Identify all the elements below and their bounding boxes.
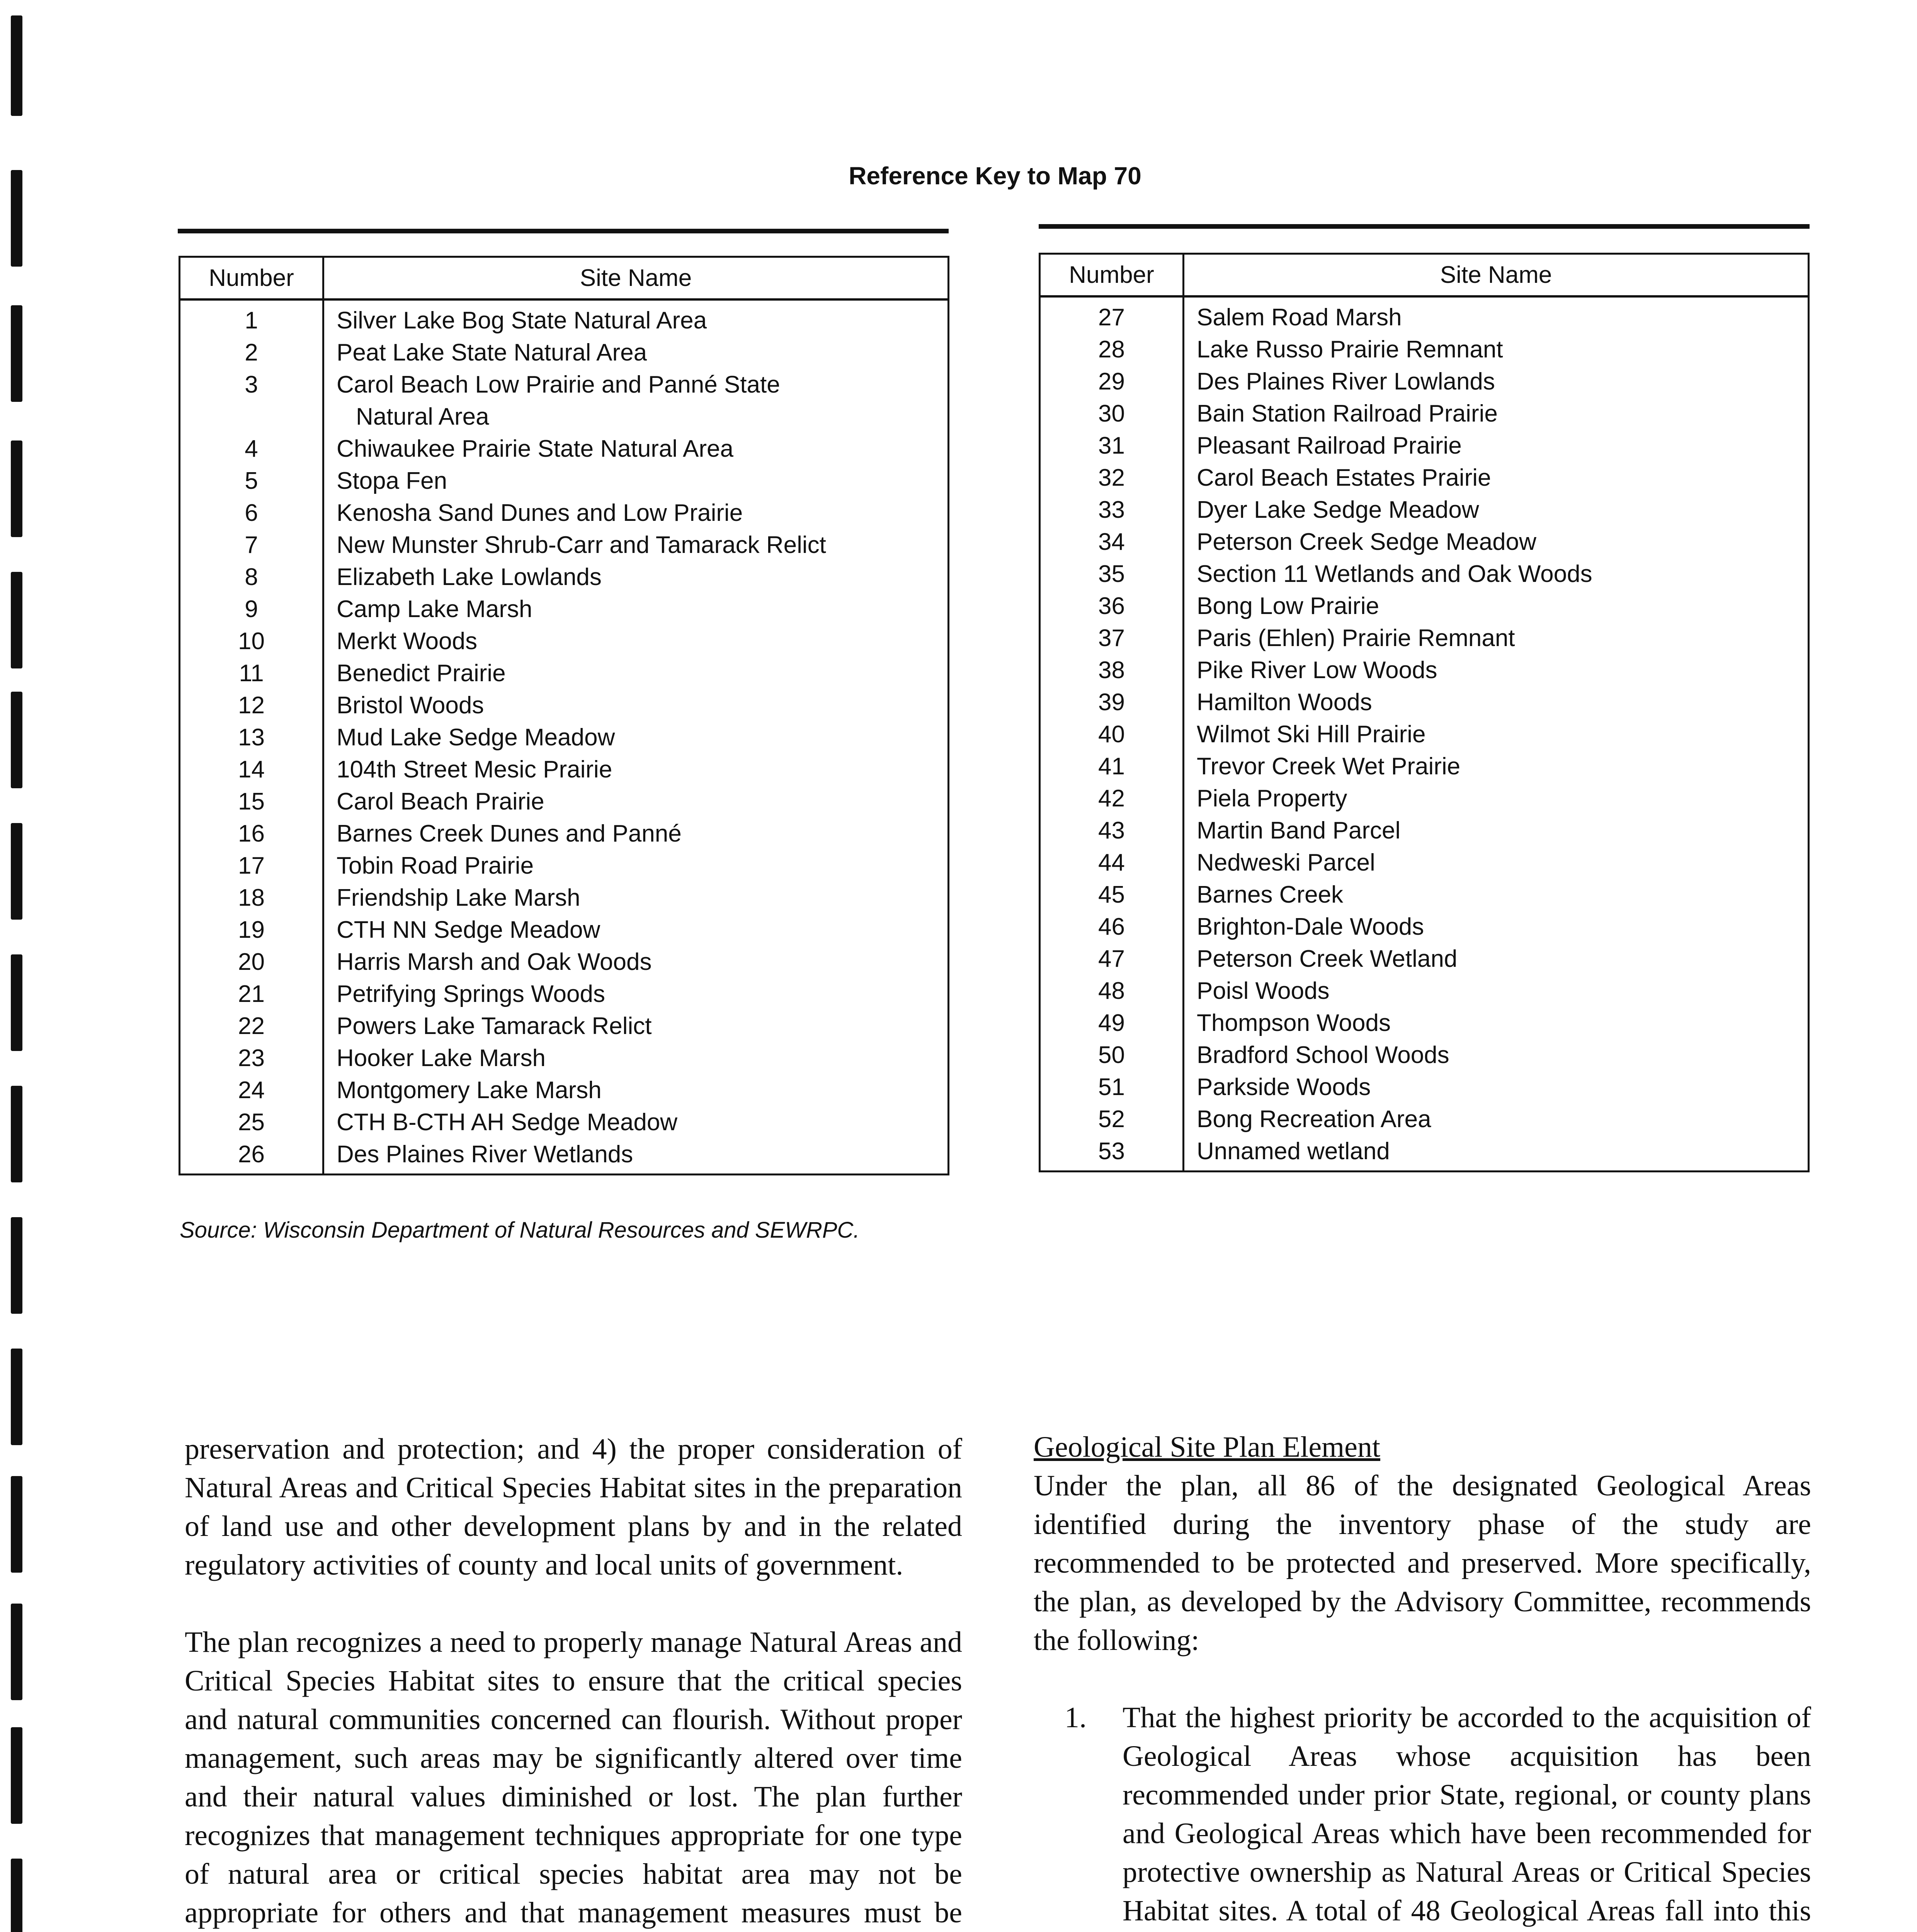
site-name-text: Thompson Woods [1197, 1010, 1391, 1036]
site-name-text: Kenosha Sand Dunes and Low Prairie [337, 500, 743, 526]
column-header-site-name: Site Name [323, 257, 949, 300]
site-number: 49 [1040, 1007, 1184, 1039]
column-header-number: Number [180, 257, 323, 300]
left-text-column [185, 1430, 962, 1932]
table-row [1040, 654, 1809, 686]
site-number: 29 [1040, 366, 1184, 398]
binder-mark [11, 440, 22, 537]
site-name-continuation: Natural Area [356, 403, 489, 430]
site-name [1184, 1071, 1809, 1103]
table-row [1040, 718, 1809, 750]
site-name-text: Barnes Creek [1197, 881, 1344, 908]
site-name [1184, 430, 1809, 462]
right-text-column [1034, 1428, 1811, 1932]
site-name-text: Poisl Woods [1197, 978, 1330, 1004]
site-name [1184, 815, 1809, 847]
site-name-text: Trevor Creek Wet Prairie [1197, 753, 1461, 780]
site-name-text: Friendship Lake Marsh [337, 884, 580, 911]
site-name [323, 433, 949, 465]
site-number: 24 [180, 1074, 323, 1106]
site-name-text: New Munster Shrub-Carr and Tamarack Relict [337, 532, 826, 558]
site-name-text: Elizabeth Lake Lowlands [337, 564, 602, 590]
site-name [1184, 686, 1809, 718]
site-name [323, 721, 949, 753]
site-number: 13 [180, 721, 323, 753]
site-name [323, 818, 949, 850]
site-name [1184, 590, 1809, 622]
paragraph: preservation and protection; and 4) the proper consideration of Natural Areas and Critical Species Habitat sites in the preparation of land use and other development plans by and in the related regulatory activities of county and local units of government. [185, 1433, 962, 1581]
site-name [1184, 1135, 1809, 1172]
site-name [323, 946, 949, 978]
site-name [1184, 558, 1809, 590]
site-number: 31 [1040, 430, 1184, 462]
site-name-text: Des Plaines River Wetlands [337, 1141, 633, 1168]
table-row [180, 529, 949, 561]
site-number: 37 [1040, 622, 1184, 654]
site-number: 23 [180, 1042, 323, 1074]
site-name-text: Pike River Low Woods [1197, 657, 1437, 684]
site-name-text: Peat Lake State Natural Area [337, 339, 647, 366]
site-number: 9 [180, 593, 323, 625]
site-name [1184, 366, 1809, 398]
site-number: 44 [1040, 847, 1184, 879]
site-number: 43 [1040, 815, 1184, 847]
site-name [323, 882, 949, 914]
site-name [1184, 333, 1809, 366]
site-name-text: Section 11 Wetlands and Oak Woods [1197, 561, 1592, 587]
site-name-text: CTH NN Sedge Meadow [337, 917, 600, 943]
site-number: 19 [180, 914, 323, 946]
binder-mark [11, 1086, 22, 1182]
site-name [1184, 1039, 1809, 1071]
site-name-text: Bong Recreation Area [1197, 1106, 1431, 1133]
site-name-text: Chiwaukee Prairie State Natural Area [337, 435, 733, 462]
table-row [1040, 686, 1809, 718]
site-table-right [1039, 253, 1810, 1172]
site-name [323, 1010, 949, 1042]
site-name [1184, 462, 1809, 494]
site-name-text: Hamilton Woods [1197, 689, 1372, 716]
site-number: 42 [1040, 782, 1184, 815]
column-header-site-name: Site Name [1184, 254, 1809, 297]
title-rule-left [178, 229, 949, 233]
site-name [323, 850, 949, 882]
site-name-text: Wilmot Ski Hill Prairie [1197, 721, 1426, 748]
table-row [180, 1042, 949, 1074]
binder-mark [11, 1217, 22, 1314]
table-row [180, 689, 949, 721]
site-number: 1 [180, 299, 323, 337]
binder-mark [11, 305, 22, 402]
table-row [1040, 430, 1809, 462]
site-name-text: Petrifying Springs Woods [337, 981, 605, 1007]
site-number: 35 [1040, 558, 1184, 590]
table-row [1040, 911, 1809, 943]
site-name-text: Camp Lake Marsh [337, 596, 532, 622]
site-name [323, 914, 949, 946]
site-name [323, 753, 949, 786]
site-name [1184, 1007, 1809, 1039]
site-name [323, 689, 949, 721]
site-name-text: Montgomery Lake Marsh [337, 1077, 602, 1104]
list-item-marker: 1. [1065, 1701, 1087, 1734]
site-number: 41 [1040, 750, 1184, 782]
table-row [180, 818, 949, 850]
table-row [1040, 558, 1809, 590]
site-number: 51 [1040, 1071, 1184, 1103]
site-name-text: Merkt Woods [337, 628, 478, 655]
site-number: 32 [1040, 462, 1184, 494]
site-number: 26 [180, 1138, 323, 1175]
binder-mark [11, 692, 22, 788]
site-number: 3 [180, 369, 323, 433]
site-name [323, 337, 949, 369]
site-name [1184, 879, 1809, 911]
site-number: 36 [1040, 590, 1184, 622]
site-name [323, 465, 949, 497]
paragraph: The plan recognizes a need to properly manage Natural Areas and Critical Species Habitat sites to ensure that the critical species and natural communities concerned can flourish. Without proper management, such areas may be significantly altered over time and their natural values diminished or lost. The plan further recognizes that management techniques appropriate for one type of natural area or critical species habitat area may not be appropriate for others and that management measures must be [185, 1626, 962, 1929]
binder-mark [11, 954, 22, 1051]
site-name [1184, 718, 1809, 750]
site-name-text: Unnamed wetland [1197, 1138, 1390, 1165]
site-name-text: Dyer Lake Sedge Meadow [1197, 497, 1479, 523]
binder-mark [11, 15, 22, 116]
table-row [180, 337, 949, 369]
site-number: 22 [180, 1010, 323, 1042]
table-row [1040, 879, 1809, 911]
site-number: 30 [1040, 398, 1184, 430]
site-number: 39 [1040, 686, 1184, 718]
site-number: 20 [180, 946, 323, 978]
table-row [1040, 943, 1809, 975]
site-name-text: Harris Marsh and Oak Woods [337, 949, 652, 975]
table-row [180, 914, 949, 946]
binder-mark [11, 572, 22, 668]
site-number: 6 [180, 497, 323, 529]
table-row [1040, 975, 1809, 1007]
table-row [1040, 590, 1809, 622]
table-row [1040, 296, 1809, 333]
site-number: 47 [1040, 943, 1184, 975]
site-name [1184, 494, 1809, 526]
table-row [1040, 333, 1809, 366]
site-name-text: Peterson Creek Sedge Meadow [1197, 529, 1536, 555]
site-name-text: Salem Road Marsh [1197, 304, 1402, 331]
list-item-text: That the highest priority be accorded to the acquisition of Geological Areas whose acquisition has been recommended under prior State, regional, or county plans and Geological Areas which have been recommended for protective ownership as Natural Areas or Critical Species Habitat sites. A total of 48 Geological Areas fall into this [1123, 1701, 1811, 1927]
site-name-text: Pleasant Railroad Prairie [1197, 432, 1462, 459]
site-name-text: Bong Low Prairie [1197, 593, 1379, 619]
site-number: 15 [180, 786, 323, 818]
site-name [323, 561, 949, 593]
site-number: 46 [1040, 911, 1184, 943]
site-name-text: Carol Beach Prairie [337, 788, 544, 815]
table-row [1040, 750, 1809, 782]
table-source-note: Source: Wisconsin Department of Natural Resources and SEWRPC. [180, 1218, 860, 1243]
site-number: 2 [180, 337, 323, 369]
table-row [180, 882, 949, 914]
site-name-text: Paris (Ehlen) Prairie Remnant [1197, 625, 1515, 651]
site-number: 16 [180, 818, 323, 850]
site-name [323, 593, 949, 625]
site-name [323, 657, 949, 689]
site-name [323, 497, 949, 529]
site-name [1184, 975, 1809, 1007]
table-row [1040, 1007, 1809, 1039]
table-row [1040, 398, 1809, 430]
site-name-text: Des Plaines River Lowlands [1197, 368, 1495, 395]
table-row [180, 753, 949, 786]
site-number: 21 [180, 978, 323, 1010]
site-name-text: Mud Lake Sedge Meadow [337, 724, 615, 751]
site-name [323, 1106, 949, 1138]
table-row [180, 1074, 949, 1106]
site-name-text: Powers Lake Tamarack Relict [337, 1013, 652, 1039]
table-row [1040, 1039, 1809, 1071]
table-row [180, 625, 949, 657]
table-row [180, 1138, 949, 1175]
table-row [1040, 815, 1809, 847]
site-name-text: Benedict Prairie [337, 660, 506, 687]
site-name [1184, 750, 1809, 782]
site-number: 48 [1040, 975, 1184, 1007]
site-name-text: Tobin Road Prairie [337, 852, 534, 879]
site-number: 18 [180, 882, 323, 914]
site-name [1184, 622, 1809, 654]
site-name-text: Piela Property [1197, 785, 1347, 812]
site-name [323, 299, 949, 337]
site-name-text: Carol Beach Estates Prairie [1197, 464, 1491, 491]
site-name [1184, 654, 1809, 686]
site-number: 14 [180, 753, 323, 786]
site-name-text: Bain Station Railroad Prairie [1197, 400, 1498, 427]
title-rule-right [1039, 224, 1810, 229]
table-row [180, 946, 949, 978]
site-name [323, 1074, 949, 1106]
site-number: 25 [180, 1106, 323, 1138]
site-number: 52 [1040, 1103, 1184, 1135]
table-row [1040, 462, 1809, 494]
site-number: 7 [180, 529, 323, 561]
table-row [180, 1106, 949, 1138]
site-name-text: Hooker Lake Marsh [337, 1045, 546, 1071]
table-row [180, 786, 949, 818]
site-number: 4 [180, 433, 323, 465]
table-row [180, 978, 949, 1010]
table-row [1040, 782, 1809, 815]
site-name-text: Brighton-Dale Woods [1197, 913, 1424, 940]
binder-mark [11, 1604, 22, 1700]
site-name [1184, 398, 1809, 430]
site-name [1184, 943, 1809, 975]
table-row [180, 465, 949, 497]
site-name-text: Peterson Creek Wetland [1197, 946, 1458, 972]
table-row [180, 369, 949, 433]
site-name [1184, 296, 1809, 333]
site-name-text: Parkside Woods [1197, 1074, 1371, 1100]
table-row [180, 561, 949, 593]
table-row [1040, 366, 1809, 398]
list-item [1034, 1698, 1811, 1932]
site-number: 38 [1040, 654, 1184, 686]
site-number: 11 [180, 657, 323, 689]
site-name-text: 104th Street Mesic Prairie [337, 756, 612, 783]
site-number: 53 [1040, 1135, 1184, 1172]
site-name-text: Martin Band Parcel [1197, 817, 1401, 844]
site-name-text: Nedweski Parcel [1197, 849, 1375, 876]
table-row [180, 657, 949, 689]
table-row [1040, 622, 1809, 654]
table-row [180, 1010, 949, 1042]
site-name [323, 529, 949, 561]
binder-mark [11, 1859, 22, 1932]
site-name [323, 1042, 949, 1074]
table-row [180, 721, 949, 753]
site-number: 5 [180, 465, 323, 497]
table-row [180, 593, 949, 625]
binder-mark [11, 1727, 22, 1824]
table-row [180, 299, 949, 337]
site-name [1184, 1103, 1809, 1135]
site-name-text: Bristol Woods [337, 692, 484, 719]
site-number: 12 [180, 689, 323, 721]
paragraph: Under the plan, all 86 of the designated Geological Areas identified during the inventory phase of the study are recommended to be protected and preserved. More specifically, the plan, as developed by the Advisory Committee, recommends the following: [1034, 1469, 1811, 1656]
site-name-text: Stopa Fen [337, 468, 447, 494]
site-name [1184, 526, 1809, 558]
site-name-text: Lake Russo Prairie Remnant [1197, 336, 1503, 363]
site-name-text: Carol Beach Low Prairie and Panné State [337, 371, 780, 398]
site-name [323, 978, 949, 1010]
column-header-number: Number [1040, 254, 1184, 297]
site-number: 40 [1040, 718, 1184, 750]
table-row [180, 497, 949, 529]
site-number: 45 [1040, 879, 1184, 911]
site-name-text: Bradford School Woods [1197, 1042, 1449, 1068]
site-name [323, 786, 949, 818]
table-title: Reference Key to Map 70 [849, 162, 1141, 190]
table-row [180, 850, 949, 882]
site-number: 34 [1040, 526, 1184, 558]
binder-mark [11, 823, 22, 920]
table-row [1040, 1071, 1809, 1103]
site-name-text: Silver Lake Bog State Natural Area [337, 307, 707, 334]
site-name [323, 369, 949, 433]
site-number: 33 [1040, 494, 1184, 526]
table-row [1040, 1103, 1809, 1135]
section-heading: Geological Site Plan Element [1034, 1431, 1381, 1463]
site-number: 8 [180, 561, 323, 593]
table-row [1040, 494, 1809, 526]
site-name [1184, 847, 1809, 879]
site-number: 28 [1040, 333, 1184, 366]
table-row [180, 433, 949, 465]
site-name [323, 625, 949, 657]
site-name-text: Barnes Creek Dunes and Panné [337, 820, 682, 847]
site-number: 10 [180, 625, 323, 657]
site-number: 17 [180, 850, 323, 882]
site-name [1184, 911, 1809, 943]
site-name [1184, 782, 1809, 815]
table-row [1040, 1135, 1809, 1172]
site-name [323, 1138, 949, 1175]
site-table-left [179, 256, 949, 1175]
site-number: 50 [1040, 1039, 1184, 1071]
table-row [1040, 526, 1809, 558]
binder-mark [11, 1476, 22, 1573]
site-name-text: CTH B-CTH AH Sedge Meadow [337, 1109, 678, 1136]
binder-mark [11, 1349, 22, 1445]
site-number: 27 [1040, 296, 1184, 333]
table-row [1040, 847, 1809, 879]
